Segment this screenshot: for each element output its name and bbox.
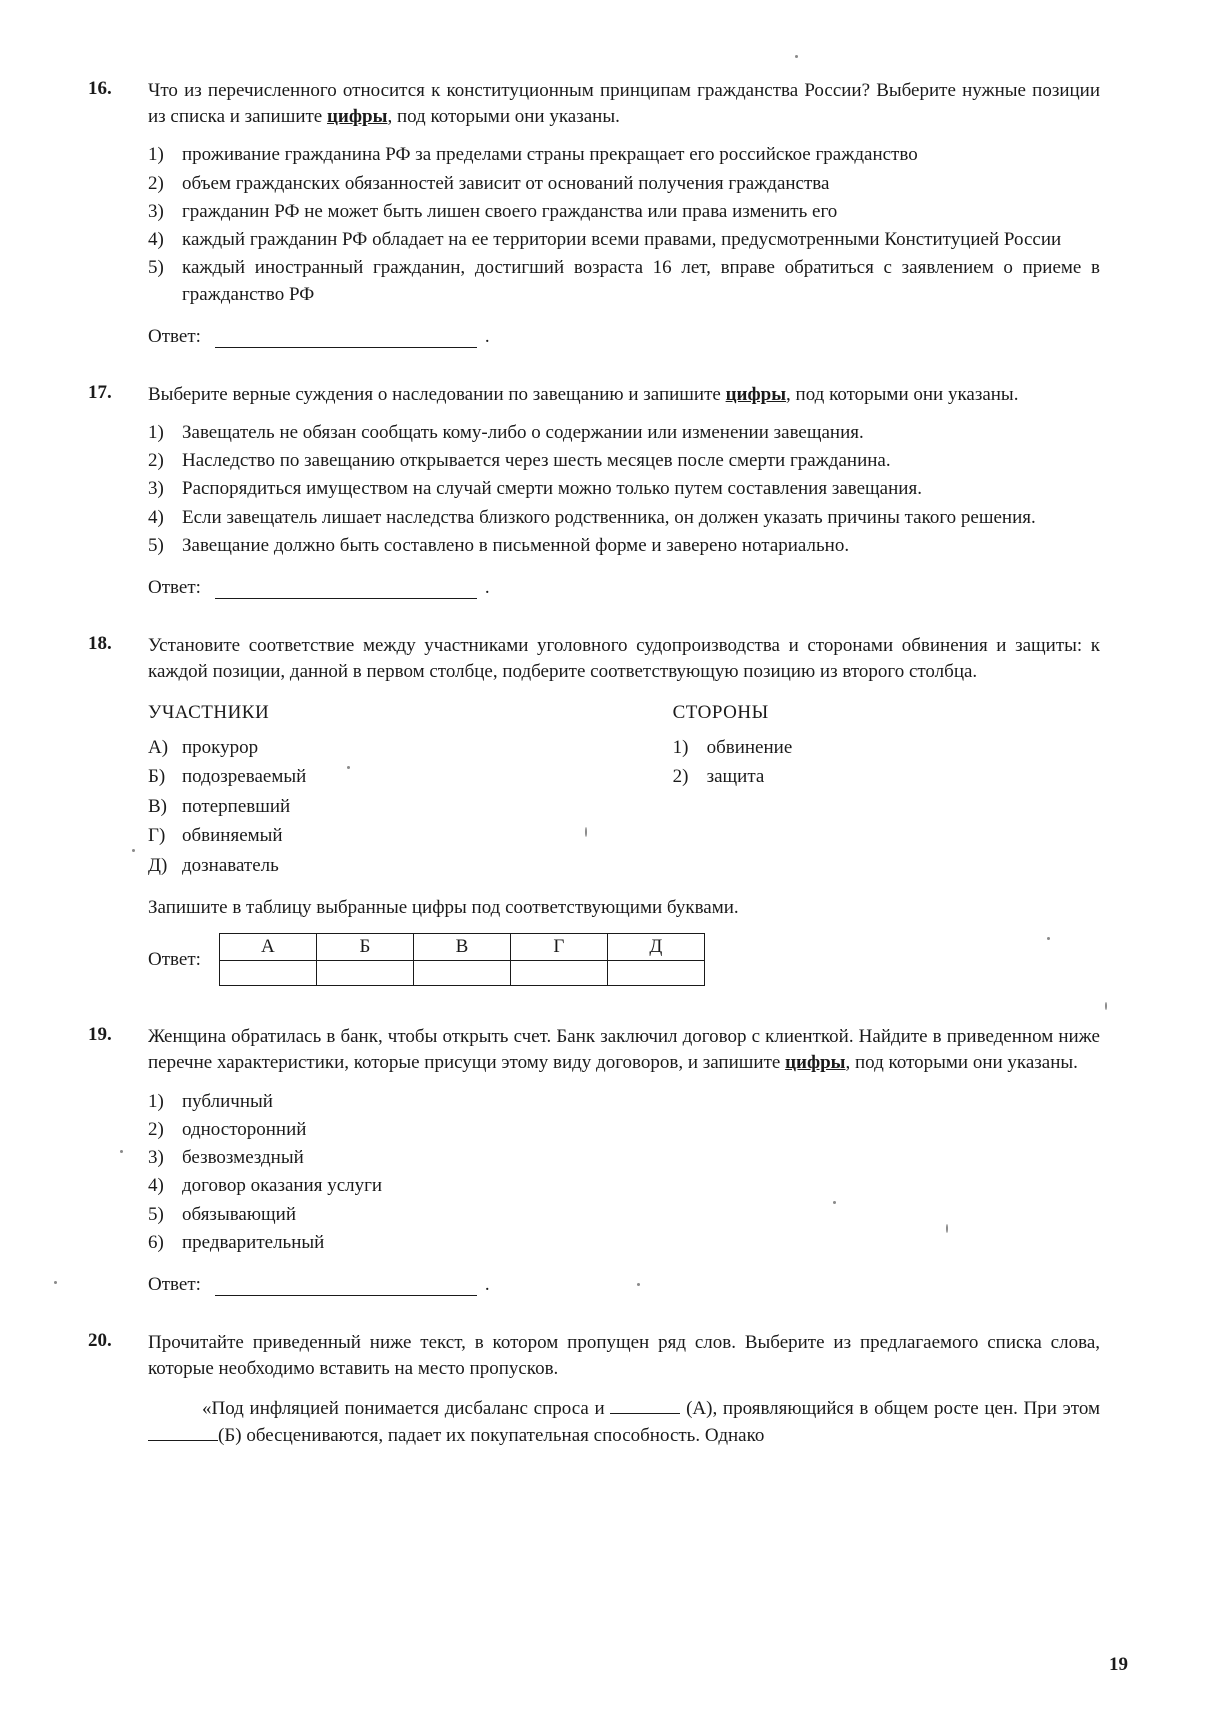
task-17 — [88, 382, 1100, 599]
item-text: дознаватель — [182, 854, 279, 876]
item-marker: Г) — [148, 825, 166, 847]
answer-row — [148, 326, 1100, 348]
table-header-cell: А — [219, 934, 316, 961]
option-marker: 5) — [148, 1203, 164, 1225]
item-text: защита — [706, 766, 765, 788]
stem-pre: Выберите верные суждения о наследовании по завещанию и запишите — [148, 383, 726, 405]
option-marker: 3) — [148, 478, 164, 500]
table-answer-cell[interactable] — [510, 961, 607, 986]
answer-period: . — [484, 325, 490, 347]
item-marker: 1) — [672, 736, 689, 758]
answer-label: Ответ: — [148, 1273, 201, 1295]
stem-keyword: цифры — [326, 106, 388, 128]
matching-columns — [148, 702, 1100, 882]
answer-period: . — [484, 577, 490, 599]
option-text: Распорядиться имуществом на случай смерти можно только путем составления завещания. — [182, 478, 922, 500]
option-marker: 5) — [148, 257, 164, 279]
item-text: прокурор — [182, 736, 259, 758]
option-marker: 2) — [148, 172, 164, 194]
item-marker: Б) — [148, 766, 166, 788]
table-row — [219, 934, 704, 961]
item-marker: А) — [148, 736, 169, 758]
option-text: публичный — [182, 1090, 273, 1112]
stem-keyword: цифры — [785, 1052, 846, 1074]
option-marker: 3) — [148, 200, 164, 222]
item-text: потерпевший — [182, 795, 291, 817]
option-text: предварительный — [182, 1231, 325, 1253]
list-item[interactable] — [148, 199, 1100, 225]
list-item[interactable] — [148, 1202, 1100, 1228]
task-number: 17. — [88, 381, 112, 403]
passage-part-3: (Б) обесцениваются, падает их покупательная способность. Однако — [218, 1425, 765, 1447]
item-marker: В) — [148, 795, 167, 817]
column-header-sides: СТОРОНЫ — [672, 701, 769, 723]
table-header-cell: Б — [316, 934, 413, 961]
option-marker: 1) — [148, 144, 164, 166]
table-answer-cell[interactable] — [413, 961, 510, 986]
column-header-participants: УЧАСТНИКИ — [148, 701, 270, 723]
option-text: гражданин РФ не может быть лишен своего гражданства или права изменить его — [182, 200, 838, 222]
table-header-cell: В — [413, 934, 510, 961]
list-item[interactable] — [148, 793, 673, 821]
option-marker: 4) — [148, 229, 164, 251]
table-answer-cell[interactable] — [316, 961, 413, 986]
answer-row — [148, 577, 1100, 599]
list-item[interactable] — [148, 171, 1100, 197]
passage-text — [148, 1396, 1100, 1450]
option-marker: 1) — [148, 421, 164, 443]
task-stem — [148, 1024, 1100, 1076]
option-marker: 6) — [148, 1231, 164, 1253]
option-list — [148, 1089, 1100, 1256]
stem-pre: Что из перечисленного относится к конституционным принципам гражданства России? Выберите нужные позиции из списка и запишите — [148, 80, 1100, 128]
list-item[interactable] — [148, 255, 1100, 307]
option-list — [148, 142, 1100, 307]
answer-input[interactable] — [215, 330, 477, 348]
stem-keyword: цифры — [725, 383, 787, 405]
list-item[interactable] — [148, 763, 673, 791]
instruction-note: Запишите в таблицу выбранные цифры под соответствующими буквами. — [148, 897, 739, 919]
stem-post: , под которыми они указаны. — [387, 106, 620, 128]
task-stem — [148, 78, 1100, 130]
option-text: обязывающий — [182, 1203, 297, 1225]
option-marker: 1) — [148, 1090, 164, 1112]
task-18 — [88, 633, 1100, 986]
passage-part-1: «Под инфляцией понимается дисбаланс спроса и — [202, 1398, 611, 1420]
stem-post: , под которыми они указаны. — [786, 383, 1019, 405]
option-text: объем гражданских обязанностей зависит от оснований получения гражданства — [182, 172, 830, 194]
blank-a[interactable] — [610, 1398, 680, 1414]
table-row — [219, 961, 704, 986]
task-stem — [148, 382, 1100, 408]
task-number: 20. — [88, 1329, 112, 1351]
answer-label: Ответ: — [148, 325, 201, 347]
option-text: договор оказания услуги — [182, 1175, 383, 1197]
list-item[interactable] — [148, 533, 1100, 559]
item-marker: 2) — [672, 766, 689, 788]
page-number: 19 — [1109, 1654, 1128, 1675]
scan-speck — [1105, 1002, 1107, 1010]
list-item[interactable] — [148, 1173, 1100, 1199]
list-item[interactable] — [673, 763, 1100, 791]
sides-column — [673, 702, 1100, 882]
option-marker: 5) — [148, 534, 164, 556]
option-marker: 4) — [148, 1175, 164, 1197]
list-item[interactable] — [148, 1089, 1100, 1115]
answer-period: . — [484, 1273, 490, 1295]
list-item[interactable] — [148, 227, 1100, 253]
passage-part-2: (А), проявляющийся в общем росте цен. При этом — [680, 1398, 1100, 1420]
item-text: подозреваемый — [182, 766, 307, 788]
option-text: Если завещатель лишает наследства близкого родственника, он должен указать причины такого решения. — [182, 506, 1036, 528]
option-text: Завещание должно быть составлено в письменной форме и заверено нотариально. — [182, 534, 850, 556]
option-marker: 2) — [148, 450, 164, 472]
stem-pre: Женщина обратилась в банк, чтобы открыть счет. Банк заключил договор с клиенткой. Найдите в приведенном ниже перечне характеристики, которые присущи этому виду договоров, и запишите — [148, 1026, 1100, 1074]
list-item[interactable] — [148, 142, 1100, 168]
participants-column — [148, 702, 673, 882]
answer-label: Ответ: — [148, 577, 201, 599]
table-answer-cell[interactable] — [219, 961, 316, 986]
item-text: обвиняемый — [182, 825, 283, 847]
list-item[interactable] — [148, 420, 1100, 446]
task-19 — [88, 1024, 1100, 1296]
scan-speck — [795, 55, 798, 58]
task-stem: Установите соответствие между участниками уголовного судопроизводства и сторонами обвинения и защиты: к каждой позиции, данной в первом столбце, подберите соответствующую позицию из второго столбца. — [148, 635, 1100, 683]
task-16 — [88, 78, 1100, 348]
list-item[interactable] — [148, 734, 673, 762]
list-item[interactable] — [148, 852, 673, 880]
option-marker: 4) — [148, 506, 164, 528]
option-text: односторонний — [182, 1118, 307, 1140]
option-text: Наследство по завещанию открывается через шесть месяцев после смерти гражданина. — [182, 450, 891, 472]
option-marker: 3) — [148, 1147, 164, 1169]
option-text: проживание гражданина РФ за пределами страны прекращает его российское гражданство — [182, 144, 918, 166]
answer-input[interactable] — [215, 1278, 477, 1296]
list-item[interactable] — [148, 822, 673, 850]
task-number: 19. — [88, 1024, 112, 1046]
task-20 — [88, 1330, 1100, 1450]
list-item[interactable] — [148, 1117, 1100, 1143]
option-text: каждый иностранный гражданин, достигший возраста 16 лет, вправе обратиться с заявлением о приеме в гражданство РФ — [182, 257, 1100, 305]
document-content — [88, 78, 1100, 1476]
list-item[interactable] — [148, 1145, 1100, 1171]
option-text: Завещатель не обязан сообщать кому-либо о содержании или изменении завещания. — [182, 421, 864, 443]
table-header-cell: Г — [510, 934, 607, 961]
stem-post: , под которыми они указаны. — [845, 1052, 1078, 1074]
table-answer-cell[interactable] — [607, 961, 704, 986]
task-stem: Прочитайте приведенный ниже текст, в котором пропущен ряд слов. Выберите из предлагаемого списка слова, которые необходимо вставить на место пропусков. — [148, 1331, 1100, 1380]
option-text: безвозмездный — [182, 1147, 304, 1169]
list-item[interactable] — [148, 448, 1100, 474]
task-number: 18. — [88, 633, 112, 655]
item-text: обвинение — [706, 736, 793, 758]
list-item[interactable] — [673, 734, 1100, 762]
list-item[interactable] — [148, 505, 1100, 531]
list-item[interactable] — [148, 476, 1100, 502]
list-item[interactable] — [148, 1230, 1100, 1256]
task-number: 16. — [88, 78, 112, 99]
answer-table — [219, 933, 705, 986]
table-header-cell: Д — [607, 934, 704, 961]
answer-label: Ответ: — [148, 948, 201, 970]
scan-speck — [54, 1281, 57, 1284]
item-marker: Д) — [148, 854, 168, 876]
blank-b[interactable] — [148, 1425, 218, 1441]
option-list — [148, 420, 1100, 559]
answer-row — [148, 1274, 1100, 1296]
option-marker: 2) — [148, 1118, 164, 1140]
option-text: каждый гражданин РФ обладает на ее территории всеми правами, предусмотренными Конституцией России — [182, 229, 1062, 251]
answer-input[interactable] — [215, 581, 477, 599]
answer-table-row — [148, 933, 1100, 986]
